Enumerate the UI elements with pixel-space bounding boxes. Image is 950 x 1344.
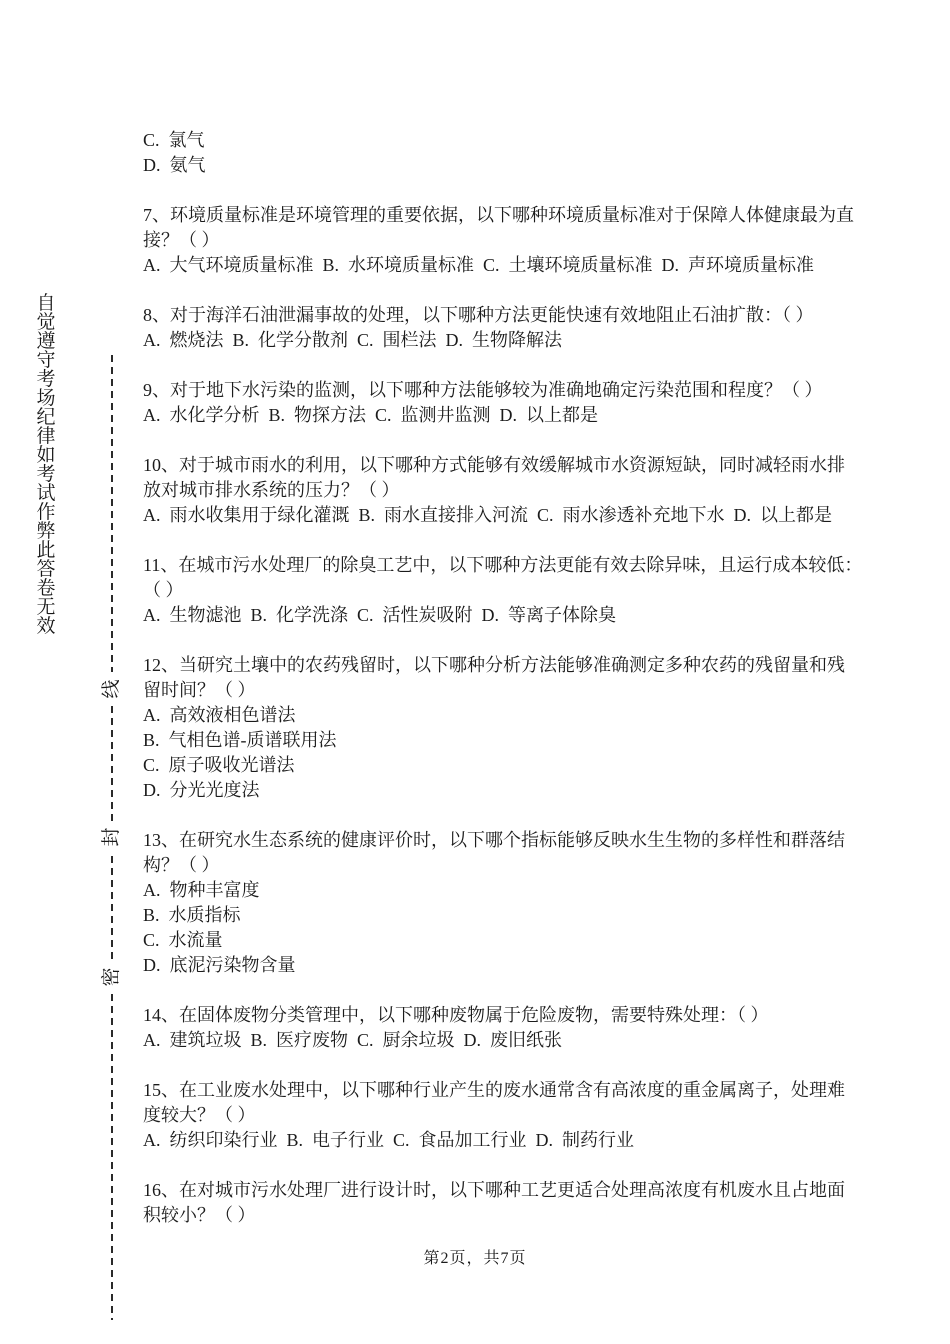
notice-char: 无 — [36, 597, 56, 618]
text-line: 14、在固体废物分类管理中，以下哪种废物属于危险废物，需要特殊处理：（ ） — [143, 1005, 769, 1025]
notice-char: 答 — [36, 559, 56, 580]
text-line: 积较小？（ ） — [143, 1205, 256, 1225]
notice-char: 如 — [36, 445, 56, 466]
text-line: A. 高效液相色谱法 — [143, 705, 296, 725]
text-line: B. 气相色谱-质谱联用法 — [143, 730, 337, 750]
text-line: 放对城市排水系统的压力？（ ） — [143, 480, 400, 500]
question-block — [143, 828, 843, 978]
text-line: C. 原子吸收光谱法 — [143, 755, 295, 775]
text-line: （ ） — [143, 580, 184, 600]
exam-discipline-notice — [34, 294, 58, 636]
text-line: 接？（ ） — [143, 230, 220, 250]
question-block — [143, 378, 843, 428]
text-line: A. 燃烧法 B. 化学分散剂 C. 围栏法 D. 生物降解法 — [143, 330, 563, 350]
text-line: A. 纺织印染行业 B. 电子行业 C. 食品加工行业 D. 制药行业 — [143, 1130, 635, 1150]
text-line: 10、对于城市雨水的利用，以下哪种方式能够有效缓解城市水资源短缺，同时减轻雨水排 — [143, 455, 845, 475]
question-block — [143, 303, 843, 353]
text-line: A. 大气环境质量标准 B. 水环境质量标准 C. 土壤环境质量标准 D. 声环境质量标准 — [143, 255, 815, 275]
question-block — [143, 203, 854, 278]
text-line: B. 水质指标 — [143, 905, 241, 925]
text-line: A. 生物滤池 B. 化学洗涤 C. 活性炭吸附 D. 等离子体除臭 — [143, 605, 617, 625]
notice-char: 效 — [36, 616, 56, 637]
question-block — [143, 653, 843, 803]
text-line: C. 氯气 — [143, 130, 205, 150]
seal-dashed-line-segment — [111, 994, 113, 1320]
question-area — [143, 128, 863, 1253]
text-line: C. 水流量 — [143, 930, 223, 950]
text-line: 15、在工业废水处理中，以下哪种行业产生的废水通常含有高浓度的重金属离子，处理难 — [143, 1080, 845, 1100]
text-line: D. 底泥污染物含量 — [143, 955, 296, 975]
text-line: 13、在研究水生态系统的健康评价时，以下哪个指标能够反映水生生物的多样性和群落结 — [143, 830, 845, 850]
seal-line-char-xian: 线 — [101, 679, 122, 699]
notice-char: 律 — [36, 426, 56, 447]
notice-char: 遵 — [36, 331, 56, 352]
seal-line-char-feng: 封 — [101, 827, 122, 847]
notice-char: 此 — [36, 540, 56, 561]
text-line: 16、在对城市污水处理厂进行设计时，以下哪种工艺更适合处理高浓度有机废水且占地面 — [143, 1180, 845, 1200]
notice-char: 纪 — [36, 407, 56, 428]
seal-dashed-line-segment — [111, 856, 113, 962]
text-line: A. 建筑垃圾 B. 医疗废物 C. 厨余垃圾 D. 废旧纸张 — [143, 1030, 563, 1050]
question-block — [143, 1078, 843, 1153]
text-line: 12、当研究土壤中的农药残留时，以下哪种分析方法能够准确测定多种农药的残留量和残 — [143, 655, 845, 675]
seal-line-char-mi: 密 — [101, 967, 122, 987]
text-line: 9、对于地下水污染的监测，以下哪种方法能够较为准确地确定污染范围和程度？（ ） — [143, 380, 823, 400]
notice-char: 弊 — [36, 521, 56, 542]
text-line: A. 物种丰富度 — [143, 880, 260, 900]
question-block — [143, 1003, 843, 1053]
notice-char: 考 — [36, 464, 56, 485]
question-block — [143, 453, 843, 528]
question-block — [143, 553, 863, 628]
page-footer: 第2页，共7页 — [423, 1250, 527, 1267]
seal-dashed-line-segment — [111, 706, 113, 822]
notice-char: 试 — [36, 483, 56, 504]
text-line: 8、对于海洋石油泄漏事故的处理，以下哪种方法更能快速有效地阻止石油扩散：（ ） — [143, 305, 814, 325]
text-line: D. 氨气 — [143, 155, 206, 175]
notice-char: 自 — [36, 293, 56, 314]
text-line: 7、环境质量标准是环境管理的重要依据，以下哪种环境质量标准对于保障人体健康最为直 — [143, 205, 854, 225]
text-line: A. 雨水收集用于绿化灌溉 B. 雨水直接排入河流 C. 雨水渗透补充地下水 D. 以上都是 — [143, 505, 833, 525]
notice-char: 觉 — [36, 312, 56, 333]
text-line: 度较大？（ ） — [143, 1105, 256, 1125]
text-line: 构？（ ） — [143, 855, 220, 875]
notice-char: 卷 — [36, 578, 56, 599]
question-block — [143, 128, 843, 178]
notice-char: 守 — [36, 350, 56, 371]
text-line: 11、在城市污水处理厂的除臭工艺中，以下哪种方法更能有效去除异味，且运行成本较低： — [143, 555, 863, 575]
text-line: A. 水化学分析 B. 物探方法 C. 监测井监测 D. 以上都是 — [143, 405, 599, 425]
notice-char: 考 — [36, 369, 56, 390]
notice-char: 作 — [36, 502, 56, 523]
text-line: 留时间？（ ） — [143, 680, 256, 700]
seal-dashed-line-segment — [111, 355, 113, 672]
question-block — [143, 1178, 843, 1228]
notice-char: 场 — [36, 388, 56, 409]
text-line: D. 分光光度法 — [143, 780, 260, 800]
